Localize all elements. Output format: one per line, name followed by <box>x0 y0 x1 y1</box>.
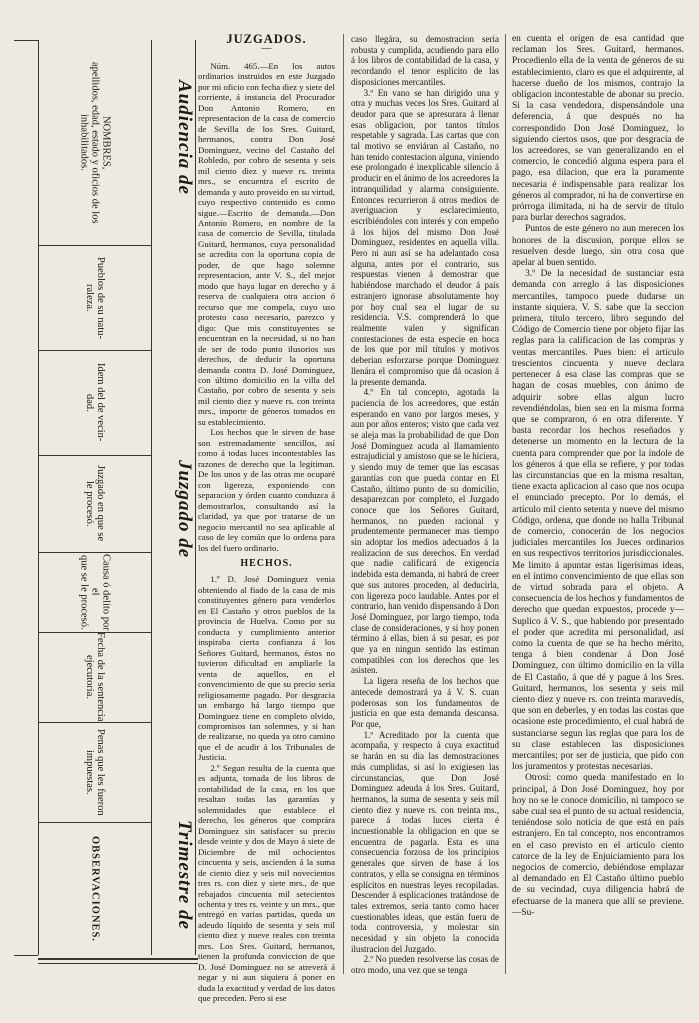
paragraph: Puntos de este género no aun merecen los honores de la discusion, porque ellos se resuelven desde luego, sin otra cosa que apelar al buen sentido. <box>512 224 684 269</box>
register-row-causa <box>39 552 151 633</box>
paragraph: 1.º Acreditado por la cuenta que acompaña, y respecto á cuya exactitud se harán en su dia las demostraciones más cumplidas, si así lo exigiesen las circunstancias, que Don José Dominguez adeuda á los Sres. Guitard, hermanos, la suma de sesenta y seis mil ciento diez y nueve rs. con treinta ms., parece á todas luces cierta é incuestionable la obligacion en que se encuentra de pagarla. Esta es una consecuencia forzosa de los principios generales que sirven de base á los contratos, y ella se consigna en términos esplícitos en nuestras leyes recopiladas. Descender á esplicaciones tratándose de tales extremos, seria tanto como hacer cuestionables ideas, que están fuera de toda controversia, y molestar sin necesidad y sin objeto la conocida ilustracion del Juzgado. <box>351 729 499 954</box>
paragraph: La ligera reseña de los hechos que antecede demostrará ya á V. S. cuan poderosas son los fundamentos de justicia en que esta demanda descansa. Por que, <box>351 676 499 729</box>
article-column-2 <box>351 34 499 976</box>
hechos-heading: HECHOS. <box>240 557 293 569</box>
section-title: JUZGADOS. <box>226 32 307 46</box>
paragraph: Los hechos que le sirven de base son estremadamente sencillos, así como á todas luces incontestables las razones de derecho que la legitiman. De los unos y de las otras me ocuparé con ligereza, exponiendo con separacion y órden cuanto conduzca á demostrarlos, consultando así la claridad, ya que por tratarse de un negocio mercantil no sea aplicable al caso de ley común que lo ordena para los del fuero ordinario. <box>198 427 335 553</box>
article-column-3 <box>512 34 684 919</box>
register-row-observaciones <box>39 822 151 955</box>
paragraph: en cuenta el orígen de esa cantidad que reclaman los Sres. Guitard, hermanos. Procedienlo ella de la venta de géneros de su establecimiento, claro es que el adquirente, al hacerse dueño de los mismos, contrajo la obligacion incontestable de abonar su precio. Si la casa vendedora, dispensándole una deferencia, á que después no ha correspondido Don José Dominguez, lo siguiendo ciertos usos, que por desgracia de los acreedores, se van generalizando en el comercio, le concedió alguna espera para el pago, esa dilacion, que era la puramente necesaria é indispensable para realizar los géneros al comprador, ni ha de convertirse en prórroga ilimitada, ni ha de servir de título para burlar derechos sagrados. <box>512 34 684 224</box>
side-label-juzgado: Juzgado de <box>174 460 195 559</box>
column-separator <box>343 34 344 974</box>
register-header-causa: Causa ó delito por el que se le procesó. <box>78 553 112 631</box>
register-header-nombres: NOMBRES, apellidos, edad, estado y oficios de los inhabilitados. <box>78 61 112 224</box>
paragraph: 4.º En tal concepto, agotada la paciencia de los acreedores, que están esperando en vano por largos meses, y aun por años enteros; visto que cada vez se aleja mas la probabilidad de que Don José Dominguez acuda al llamamiento estrajudicial y amistoso que se le hiciera, y siendo muy de temer que las escasas garantías con que pueda contar en El Castaño, último punto de su domicilio, desaparezcan por completo, el Juzgado conoce que los Señores Guitard, hermanos, no pueden racional y prudentemente permanecer mas tiempo sin adoptar los medios adecuados á la realizacion de sus derechos. En verdad que nadie calificará de exigencia indebida esta demanda, ni habrá de creer que sus autores proceden, al deducirla, con ligereza poco laudable. Antes por el contrario, han venido dispensando á Don José Dominguez, por largo tiempo, toda clase de consideraciones, y si hoy ponen término á ellas, bien á su pesar, es por que ya en ningun sentido las estiman compatibles con los derechos que les asisten. <box>351 387 499 676</box>
register-row-naturaleza <box>39 245 151 351</box>
register-row-penas <box>39 722 151 823</box>
paragraph: Núm. 465.—En los autos ordinarios instruidos en este Juzgado por mi oficio con fecha diez y siete del corriente, á instancia del Procurador Don Antonio Romero, en representacion de la casa de comercio de Sevilla de los Sres. Guitard, hermanos, contra Don José Dominguez, vecino del Castaño del Robledo, por cobro de sesenta y seis mil ciento diez y nueve rs. treinta mrs., se encuentra el escrito de demanda y auto proveido en su virtud, cuyo respectivo contenido es como sigue.—Escrito de demanda.—Don Antonio Romero, en nombre de la casa de comercio de Sevilla, titulada Guitard, hermanos, cuya personalidad se acredita con la oportuna copia de poder, de que hago solemne representacion, ante V. S., del mejor modo que haya lugar en derecho y á reserva de cualquiera otra accion ó recurso que me compela, cuyo uso protesto caso necesario, parezco y digo: Que mis constituyentes se encuentran en la necesidad, si no han de ser de todo punto ilusorios sus derechos, de deducir la oportuna demanda contra D. José Dominguez, con último domicilio en la villa del Castaño, por cobro de sesenta y seis mil ciento diez y nueve rs. con treinta mrs., importe de géneros tomados en su establecimiento. <box>198 60 335 427</box>
paragraph: 2.º No pueden resolverse las cosas de otro modo, una vez que se tenga <box>351 954 499 976</box>
register-row-vecindad <box>39 350 151 456</box>
bottom-rule <box>38 963 198 964</box>
register-row-juzgado <box>39 455 151 553</box>
register-header-fecha-sentencia: Fecha de la sentencia ejecutoria. <box>84 632 106 722</box>
paragraph: 3.º En vano se han dirigido una y otra y muchas veces los Sres. Guitard al deudor para que se apresurara á llenar esas obligacion, por tantos títulos respetable y sagrada. Las cartas que con tal motivo se enviáran al Castaño, no han tenido contestacion alguna, viniendo ese prolongado é inexplicable silencio á producir en el ánimo de los acreedores la intranquilidad y alarma consiguiente. Entonces recurrieron á otros medios de averiguacion y esclarecimiento, escribiéndoles con interés y con empeño á los hijos del mismo Don José Dominguez, residentes en aquella villa. Pero ni aun así se ha adelantado cosa alguna, antes por el contrario, sus respuestas vienen á demostrar que habiéndose marchado el deudor á país estranjero ignorase absolutamente hoy por hoy cual sea el lugar de su residencia. V.S. comprenderá lo que realmente valen y significan contestaciones de esta especie en boca de los que por mil títulos y motivos deberian esforzarse porque Dominguez llenára el compromiso que dá ocasion á la presente demanda. <box>351 87 499 387</box>
register-header-naturaleza: Pueblos de su natu- raleza. <box>84 256 106 339</box>
column-separator <box>505 34 506 974</box>
paragraph: 3.º De la necesidad de sustanciar esta demanda con arreglo á las disposiciones mercantiles, tampoco puede dudarse un instante siquiera. V. S. sabe que la seccion primera, título tercero, libro segundo del Código de Comercio tiene por objeto fijar las reglas para la calificacion de las compras y ventas mercantiles. Pues bien: el artículo trescientos cincuenta y nueve declara pertenecer á esa clase las compras que se hagan de cosas muebles, con ánimo de adquirir sobre ellas algun lucro revendiéndolas, bien sea en la misma forma que se compraron, ó en otra diferente. Y basta recordar los hechos reseñados y detenerse un momento en la lectura de la cuenta para comprender que por la índole de los géneros á que ella se refiere, y por todas las circunstancias que en la misma resaltan, tiene exacta aplicacion al caso que nos ocupa el enunciado precepto. Por lo demás, el artículo mil ciento setenta y nueve del mismo Código, ordena, que donde no halla Tribunal de comercio, conocerán de los negocios judiciales mercantiles los Jueces ordinarios en sus respectivos territorios jurisdiccionales. Me limito á apuntar estas ligerísimas ideas, en el íntimo convencimiento de que ellas son de virtud sobrada para el objeto. A consecuencia de los hechos y fundamentos de derecho que quedan expuestos, procede y—Suplico á V. S., que habiendo por presentado el poder que acredita mi personalidad, así como la cuenta de que se ha hecho mérito, tenga á bien condenar á Don José Dominguez, con último domicilio en la villa de El Castaño, á que dé y pague á los Sres. Guitard, hermanos, los sesenta y seis mil ciento diez y nueve rs. con treinta maravedís, que son en deberles, y en todas las costas que ocasione este procedimiento, el cual habrá de sustanciarse segun las reglas que para los de su clase establecen las disposiciones mercantiles; por ser de justicia, que pido con los juramentos y protestas necesarias. <box>512 269 684 773</box>
register-header-juzgado: Juzgado en que se le procesó. <box>84 465 106 542</box>
title-dash: — <box>261 43 272 55</box>
paragraph: Otrosí: como queda manifestado en lo principal, á Don José Dominguez, hoy por hoy no se le conoce domicilio, ni tampoco se sabe cual sea el punto de su actual residencia, teniéndose solo noticia de que está en país estranjero. En tal concepto, nos encontramos en el caso previsto en el artículo ciento catorce de la ley de Enjuiciamiento para los negocios de comercio, debiéndose emplazar al demandado en El Castaño último pueblo de su vecindad, cuya diligencia habrá de efectuarse de la manera que allí se previene.—Su- <box>512 773 684 918</box>
bottom-rule <box>38 958 198 960</box>
article-column-1 <box>198 34 335 1004</box>
inhabilitados-register-table <box>38 40 196 955</box>
paragraph: 1.º D. José Dominguez venia obteniendo al fiado de la casa de mis constituyentes género para venderlos en El Castaño y otros pueblos de la provincia de Huelva. Como por su conducta y cumplimiento anterior inspiraba cierta confianza á los Señores Guitard, hermanos, éstos no tuvieron dificultad en ampliarle la venta de aquellos, en el convencimiento de que su precio seria religiosamente pagado. Por desgracia un embargo há largo tiempo que Dominguez tiene en completo olvido, compromisos tan solemnes, y si han de realizarse, no queda ya otro camino que el de acudir á los Tribunales de Justicia. <box>198 574 335 763</box>
register-row-fecha-sentencia <box>39 632 151 723</box>
side-label-audiencia: Audiencia de <box>174 80 195 195</box>
paragraph: caso llegára, su demostracion seria robusta y cumplida, acudiendo para ello á los libros de contabilidad de la casa, y recordando el tenor esplícito de las disposiciones mercantiles. <box>351 34 499 87</box>
side-label-trimestre: Trimestre de <box>174 820 195 930</box>
margin-rule <box>14 955 38 956</box>
register-row-nombres <box>39 40 151 246</box>
register-header-vecindad: Idem del de vecin- dad. <box>84 363 106 442</box>
paragraph: 2.º Segun resulta de la cuenta que es adjunta, tomada de los libros de contabilidad de la casa, en los que resaltan todas las garantías y solemnidades que establece el derecho, los géneros que comprára Dominguez sin satisfacer su precio desde veinte y dos de Mayo á siete de Diciembre de mil ochocientos cincuenta y seis, ascienden á la suma de ciento diez y seis mil novecientos tres rs. con diez y siete mrs., de que rebajados cincuenta mil setecientos ochenta y tres rs. veinte y un mrs., que entregó en varias partidas, queda un adeudo líquido de sesenta y seis mil ciento diez y nueve reales con treinta mrs. Los Sres. Guitard, hermanos, tienen la profunda conviccion de que D. José Dominguez no se atreverá á negar y ni aun siquiera á poner en duda la exactitud y verdad de los datos que preceden. Pero si ese <box>198 762 335 1004</box>
register-header-observaciones: OBSERVACIONES. <box>89 835 101 942</box>
margin-rule <box>14 40 38 41</box>
register-header-penas: Penas que les fueron impuestas. <box>84 728 106 816</box>
register-column-divider <box>151 40 152 955</box>
